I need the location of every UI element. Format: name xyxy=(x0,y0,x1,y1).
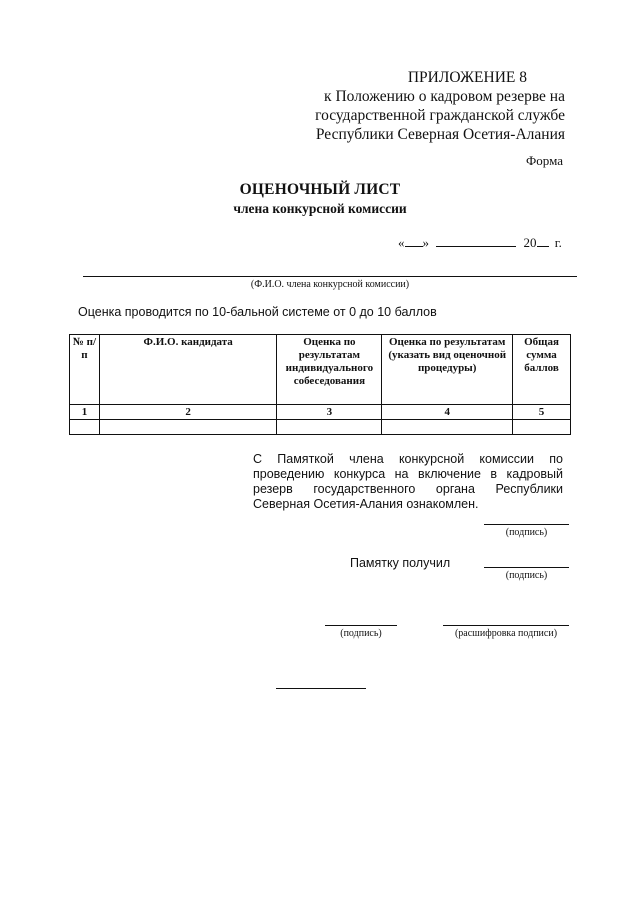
column-header-candidate: Ф.И.О. кандидата xyxy=(99,335,276,405)
document-title: ОЦЕНОЧНЫЙ ЛИСТ xyxy=(239,181,401,198)
signature-line[interactable] xyxy=(484,567,569,568)
appendix-header xyxy=(300,68,565,144)
column-header-procedure-score: Оценка по результатам (указать вид оценочной процедуры) xyxy=(382,335,513,405)
scale-note: Оценка проводится по 10-бальной системе от 0 до 10 баллов xyxy=(78,305,437,319)
year-prefix: 20 xyxy=(523,235,537,250)
table-cell[interactable] xyxy=(70,420,100,435)
column-number: 1 xyxy=(70,405,100,420)
day-blank[interactable] xyxy=(405,234,423,247)
table-cell[interactable] xyxy=(513,420,571,435)
signature-caption: (подпись) xyxy=(505,570,548,581)
month-blank[interactable] xyxy=(436,234,516,247)
evaluation-table xyxy=(69,334,571,435)
signature-decode-line[interactable] xyxy=(443,625,569,626)
table-cell[interactable] xyxy=(99,420,276,435)
table-header-row xyxy=(70,335,571,405)
year-suffix: г. xyxy=(554,235,562,250)
signature-decode-caption: (расшифровка подписи) xyxy=(454,628,558,639)
table-cell[interactable] xyxy=(277,420,382,435)
memo-acknowledgement: С Памяткой члена конкурсной комиссии по проведению конкурса на включение в кадровый резерв государственного органа Республики Северная Осетия-Алания ознакомлен. xyxy=(253,452,563,511)
signature-caption: (подпись) xyxy=(340,628,382,639)
signature-line[interactable] xyxy=(325,625,397,626)
column-header-interview-score: Оценка по результатам индивидуального собеседования xyxy=(277,335,382,405)
signature-caption: (подпись) xyxy=(505,527,548,538)
received-label: Памятку получил xyxy=(350,556,451,570)
column-header-number: № п/п xyxy=(70,335,100,405)
appendix-line: Республики Северная Осетия-Алания xyxy=(315,126,565,143)
table-row xyxy=(70,420,571,435)
appendix-line: государственной гражданской службе xyxy=(315,107,565,124)
date-open-quote: « xyxy=(398,235,405,250)
column-header-total: Общая сумма баллов xyxy=(513,335,571,405)
member-name-line[interactable] xyxy=(83,276,577,277)
column-number: 3 xyxy=(277,405,382,420)
table-cell[interactable] xyxy=(382,420,513,435)
appendix-line: к Положению о кадровом резерве на xyxy=(324,88,565,105)
table-number-row xyxy=(70,405,571,420)
column-number: 4 xyxy=(382,405,513,420)
member-name-caption: (Ф.И.О. члена конкурсной комиссии) xyxy=(250,279,410,290)
signature-line[interactable] xyxy=(484,524,569,525)
footer-divider xyxy=(276,688,366,689)
appendix-title: ПРИЛОЖЕНИЕ 8 xyxy=(407,69,527,86)
date-close-quote: » xyxy=(422,235,429,250)
form-label: Форма xyxy=(526,153,563,168)
year-blank[interactable] xyxy=(537,234,549,247)
column-number: 2 xyxy=(99,405,276,420)
date-field[interactable] xyxy=(398,234,562,251)
column-number: 5 xyxy=(513,405,571,420)
document-subtitle: члена конкурсной комиссии xyxy=(233,201,407,216)
